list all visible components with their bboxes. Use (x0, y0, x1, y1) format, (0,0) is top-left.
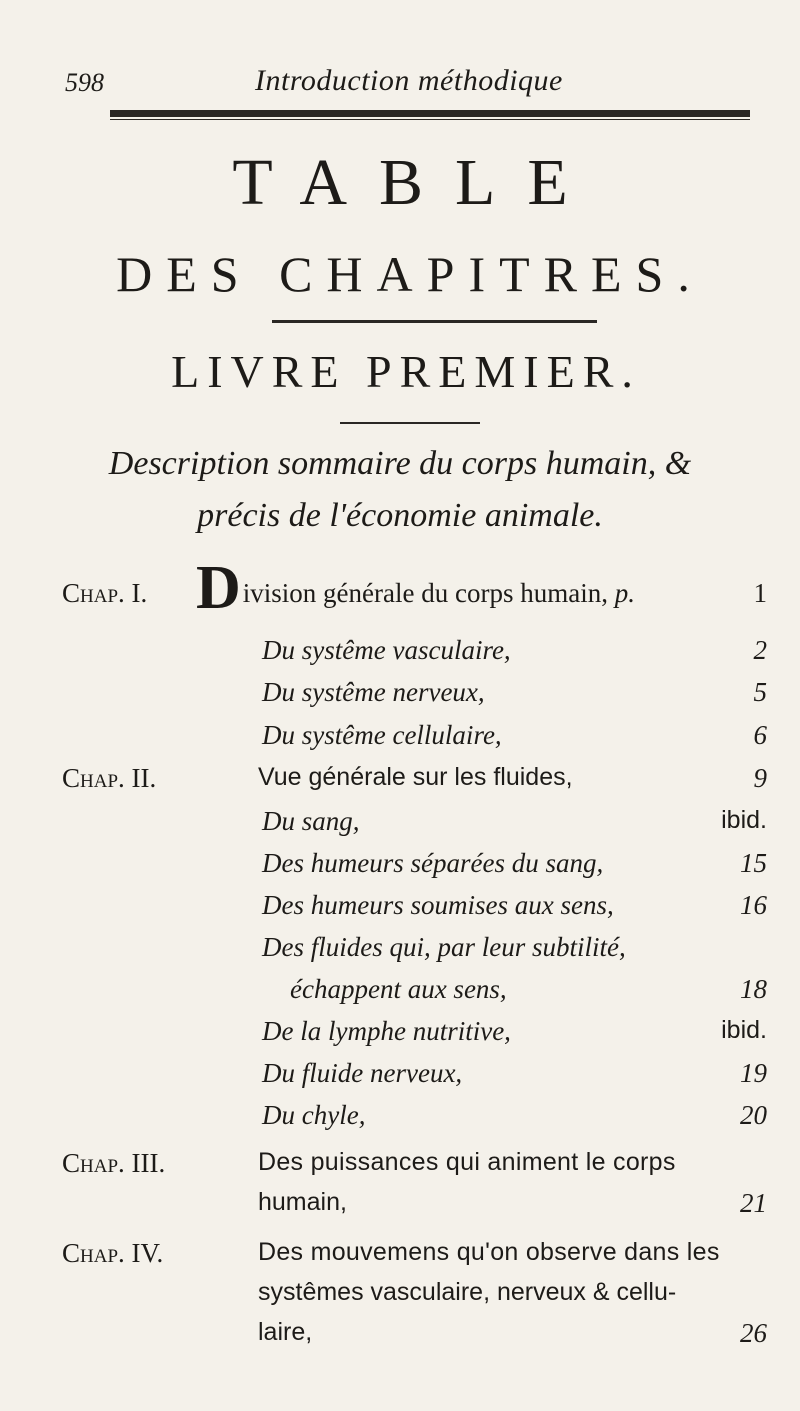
toc-entry-text: Du systême cellulaire, (262, 720, 502, 750)
running-head: Introduction méthodique (255, 64, 563, 97)
toc-row (0, 1318, 800, 1354)
toc-row (0, 806, 800, 842)
toc-row (0, 677, 800, 713)
toc-row (0, 1238, 800, 1274)
toc-row (0, 1148, 800, 1184)
page-number: 598 (65, 68, 104, 97)
toc-row (0, 1058, 800, 1094)
toc-row (0, 974, 800, 1010)
page-ref: 21 (740, 1188, 767, 1218)
page-ref: 19 (740, 1058, 767, 1088)
toc-entry (196, 554, 635, 622)
toc-row (0, 1100, 800, 1136)
title-des-chapitres: DES CHAPITRES. (116, 246, 704, 302)
page-ref: 2 (753, 635, 767, 665)
top-rule (110, 110, 750, 117)
page-ref: 15 (740, 848, 767, 878)
toc-entry-text: systêmes vasculaire, nerveux & cellu- (258, 1278, 677, 1306)
subtitle-line-2: précis de l'économie animale. (197, 497, 603, 534)
mid-rule (272, 320, 597, 323)
toc-row (0, 635, 800, 671)
chapter-label: Chap. III. (62, 1148, 166, 1178)
toc-entry-text: Des humeurs séparées du sang, (262, 848, 604, 878)
page-ref: 5 (753, 677, 767, 707)
toc-row (0, 720, 800, 756)
toc-entry-text: De la lymphe nutritive, (262, 1016, 511, 1046)
toc-entry-text: Des puissances qui animent le corps (258, 1148, 676, 1176)
toc-entry-text: Du sang, (262, 806, 360, 836)
page-ref: 1 (753, 578, 767, 608)
toc-entry-text: Des mouvemens qu'on observe dans les (258, 1238, 720, 1266)
page-prefix: p. (614, 578, 635, 608)
toc-row (0, 554, 800, 622)
toc-entry-text: humain, (258, 1188, 347, 1216)
toc-entry-text: échappent aux sens, (290, 974, 507, 1004)
toc-row (0, 1016, 800, 1052)
page-ref: ibid. (721, 1016, 767, 1044)
toc-entry-text: Des fluides qui, par leur subtilité, (262, 932, 626, 962)
top-rule-thin (110, 119, 750, 120)
subtitle-line-1: Description sommaire du corps humain, & (108, 445, 692, 482)
toc-entry-text: Des humeurs soumises aux sens, (262, 890, 614, 920)
page-ref: 6 (753, 720, 767, 750)
page-ref: 26 (740, 1318, 767, 1348)
page-ref: 9 (753, 763, 767, 793)
toc-entry-text: Du systême vasculaire, (262, 635, 511, 665)
book-title: LIVRE PREMIER. (171, 346, 641, 397)
page-ref: ibid. (721, 806, 767, 834)
page-ref: 16 (740, 890, 767, 920)
chapter-label: Chap. II. (62, 763, 157, 793)
toc-row (0, 848, 800, 884)
toc-entry-text: laire, (258, 1318, 313, 1346)
toc-row (0, 890, 800, 926)
short-rule (340, 422, 480, 424)
toc-entry-text: Du fluide nerveux, (262, 1058, 463, 1088)
drop-cap: D (196, 554, 241, 622)
toc-row (0, 1278, 800, 1314)
toc-entry-text: Du chyle, (262, 1100, 366, 1130)
toc-row (0, 763, 800, 799)
toc-entry-text: ivision générale du corps humain, (242, 578, 608, 608)
chapter-label: Chap. I. (62, 578, 148, 608)
page-header (55, 60, 755, 100)
page-ref: 20 (740, 1100, 767, 1130)
toc-row (0, 932, 800, 968)
title-table: TABLE (232, 146, 600, 219)
toc-entry-text: Du systême nerveux, (262, 677, 485, 707)
toc-row (0, 1188, 800, 1224)
chapter-label: Chap. IV. (62, 1238, 164, 1268)
page-ref: 18 (740, 974, 767, 1004)
toc-entry-text: Vue générale sur les fluides, (258, 763, 573, 791)
